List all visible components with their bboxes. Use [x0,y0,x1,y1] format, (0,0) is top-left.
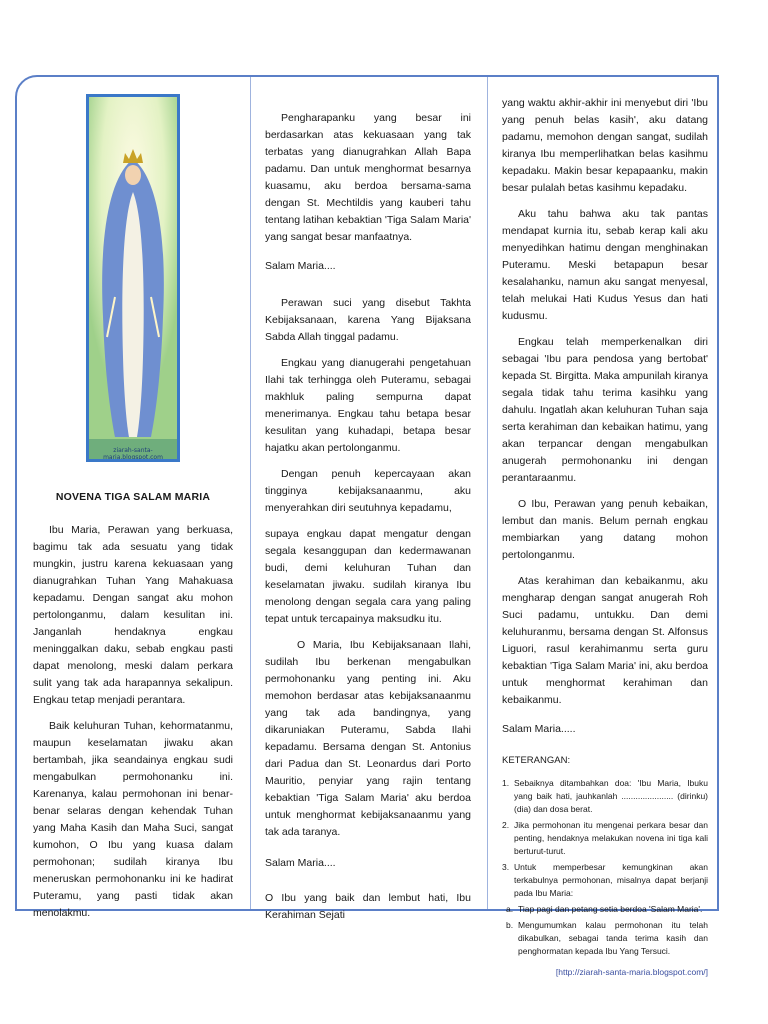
paragraph: yang waktu akhir-akhir ini menyebut diri 'Ibu yang penuh belas kasih', aku datang padamu, memohon dengan sangat, sudilah kiranya Ibu memperlihatkan belas kasihmu kepadaku. Makin besar kepapaanku, makin besar pulalah betas kasihmu kepadaku. [502,97,708,194]
paragraph: supaya engkau dapat mengatur dengan segala kesanggupan dan kedermawanan budi, demi keluhuran Tuhan dan keselamatan jiwaku. sudilah kiranya Ibu menolong dengan segala cara yang paling tepat untuk tercapainya maksudku itu. [265,528,471,625]
list-item: b. Mengumumkan kalau permohonan itu telah dikabulkan, sebagai tanda terima kasih dan penghormatan kepada Ibu Yang Tersuci. [506,920,708,956]
list-item: 2. Jika permohonan itu mengenai perkara besar dan penting, hendaknya melakukan novena ini tiga kali berturut-turut. [502,820,708,856]
column-divider [487,77,488,909]
virgin-mary-image [86,94,180,462]
list-item: 1. Sebaiknya ditambahkan doa: 'Ibu Maria, Ibuku yang baik hati, jauhkanlah ...................... (dirinku) (dia) dan dosa berat. [502,778,708,814]
paragraph: Atas kerahiman dan kebaikanmu, aku mengharap dengan sangat anugerah Roh Suci padamu, untukku. Dan demi keluhuranmu, bersama dengan St. Alfonsus Liguori, rasul kerahimanmu serta guru kebaktian 'Tiga Salam Maria' ini, aku berdoa untuk menghormat kerahiman dan kebaikanmu. [502,575,708,706]
salam-maria-line: Salam Maria..... [502,723,576,735]
paragraph: Aku tahu bahwa aku tak pantas mendapat kurnia itu, sebab kerap kali aku menyedihkan hatimu dengan menghinakan Puteramu. Meski betapapun besar kesalahanku, namun aku sangat menyesal, telah melukai Hati Kudus Yesus dan hati kudusmu. [502,208,708,322]
paragraph: Engkau telah memperkenalkan diri sebagai 'Ibu para pendosa yang bertobat' kepada St. Birgitta. Maka ampunilah kiranya segala tidak tahu terima kasihku yang dahulu. Ingatlah akan keluhuran Tuhan saja serta kerahiman dan kebaikan hatimu, yang akan terpancar dengan mengabulkan anugerah permohonanku ini dengan perantaraanmu. [502,336,708,484]
paragraph: Engkau yang dianugerahi pengetahuan Ilahi tak terhingga oleh Puteramu, sebagai makhluk paling sempurna dapat menerimanya. Engkau tahu betapa besar kesulitan yang kuhadapi, betapa besar hajatku akan pertolonganmu. [265,357,471,454]
paragraph: Baik keluhuran Tuhan, kehormatanmu, maupun keselamatan jiwaku akan bertambah, jika seandainya engkau sudi mengabulkan permohonanku ini. Karenanya, kalau permohonan ini benar-benar selaras dengan kehendak Tuhan yang Maha Kasih dan Maha Suci, sangat kumohon, O Ibu yang kuasa dalam permohonan; sudilah kiranya Ibu meneruskan permohonanku ini ke hadirat Puteramu, yang pasti tidak akan menolakmu. [33,720,233,919]
paragraph: Ibu Maria, Perawan yang berkuasa, bagimu tak ada sesuatu yang tidak mungkin, justru karena kekuasaan yang dianugrahkan Tuhan Yang Mahakuasa kepadamu. Dengan sangat aku mohon pertolonganmu, dalam kesulitan ini. Janganlah hendaknya engkau meninggalkan daku, sebab engkau pasti dapat menolong, meski dalam perkara sulit yang tak ada harapannya sekalipun. Engkau tetap menjadi perantara. [33,524,233,706]
source-link[interactable]: [http://ziarah-santa-maria.blogspot.com/] [555,967,708,977]
column-2 [265,110,471,933]
paragraph: Dengan penuh kepercayaan akan tingginya kebijaksanaanmu, aku menyerahkan diri seutuhnya kepadamu, [265,468,471,514]
column-1 [33,522,233,931]
keterangan-list [502,777,708,958]
paragraph: O Maria, Ibu Kebijaksanaan Ilahi, sudilah Ibu berkenan mengabulkan permohonanku yang penting ini. Aku memohon berdasar atas kebijaksanaanmu yang tak ada bandingnya, yang dikaruniakan Puteramu, Sabda Ilahi kepadamu. Bersama dengan St. Antonius dari Padua dan St. Leonardus dari Porto Mauritio, penyiar yang rajin tentang kebaktian 'Tiga Salam Maria' aku berdoa untuk menghormat kebijaksanaanmu yang tak ada taranya. [265,639,471,838]
paragraph: O Ibu, Perawan yang penuh kebaikan, lembut dan manis. Belum pernah engkau membiarkan yang datang mohon pertolonganmu. [502,498,708,561]
paragraph: Pengharapanku yang besar ini berdasarkan atas kekuasaan yang tak terbatas yang dianugrahkan Allah Bapa padamu. Dan untuk menghormat besarnya kuasamu, aku berdoa bersama-sama dengan St. Mechtildis yang kauberi tahu tentang latihan kebaktian 'Tiga Salam Maria' yang sangat besar manfaatnya. [265,112,471,243]
paragraph: O Ibu yang baik dan lembut hati, Ibu Kerahiman Sejati [265,892,471,921]
salam-maria-line: Salam Maria.... [265,260,336,272]
column-3 [502,95,708,981]
image-caption: ziarah-santa-maria.blogspot.com [103,447,163,461]
column-divider [250,77,251,909]
page-title: NOVENA TIGA SALAM MARIA [55,491,211,503]
salam-maria-line: Salam Maria.... [265,857,336,869]
paragraph: Perawan suci yang disebut Takhta Kebijaksanaan, karena Yang Bijaksana Sabda Allah tinggal padamu. [265,297,471,343]
list-item: 3. Untuk memperbesar kemungkinan akan terkabulnya permohonan, misalnya dapat berjanji pada Ibu Maria: [502,862,708,898]
keterangan-title: KETERANGAN: [502,755,571,766]
mary-illustration [89,97,177,459]
list-item: a. Tiap pagi dan petang setia berdoa 'Salam Maria'. [506,904,703,914]
